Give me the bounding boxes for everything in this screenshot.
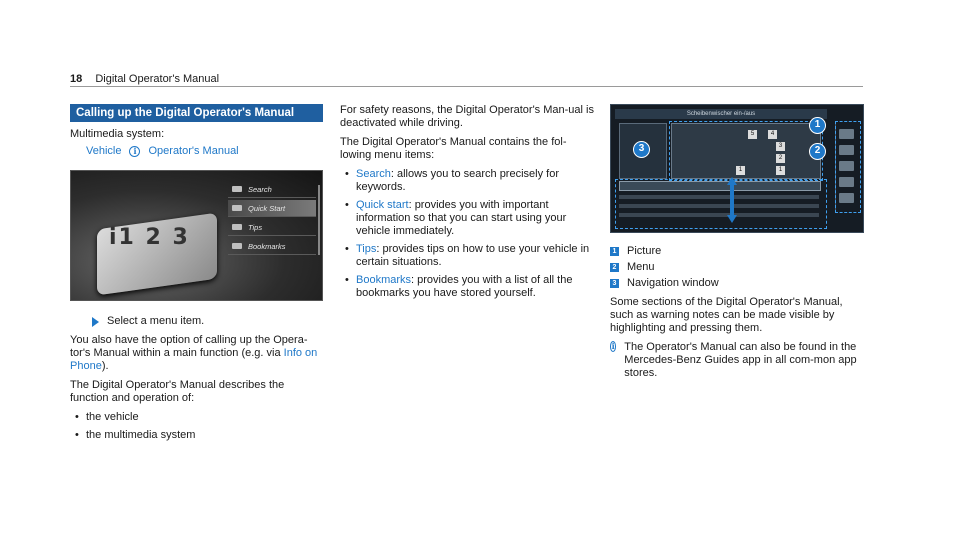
menu-item-search[interactable] (228, 181, 316, 198)
search-link[interactable]: Search (356, 168, 391, 180)
path-vehicle-link[interactable]: Vehicle (86, 145, 122, 157)
picture-label: 1 (776, 166, 785, 175)
quick-start-link[interactable]: Quick start (356, 199, 409, 211)
menu-item-quick-start[interactable] (228, 200, 316, 217)
picture-frame (669, 121, 823, 181)
info-on-phone-link[interactable]: Info on Phone (70, 347, 318, 372)
list-item (340, 168, 595, 194)
menu-item-label: Quick Start (248, 203, 286, 213)
step-text: Select a menu item. (107, 315, 205, 327)
bookmark-icon (232, 243, 242, 249)
list-item: • the multimedia system (70, 429, 323, 442)
legend-label: Navigation window (627, 277, 719, 289)
menu-items-list (340, 168, 595, 300)
callout-3: 3 (633, 141, 650, 158)
callout-2: 2 (809, 143, 826, 160)
item-desc: : provides you with important information so that you can start using your vehicle immediately. (356, 199, 567, 237)
car-icon (232, 205, 242, 211)
list-item: • the vehicle (70, 411, 323, 424)
list-item (340, 199, 595, 238)
legend-label: Menu (627, 261, 655, 273)
legend-number: 2 (610, 263, 619, 272)
picture-label: 5 (748, 130, 757, 139)
info-note (610, 341, 864, 380)
paragraph-describes: The Digital Operator's Manual describes the function and operation of: (70, 379, 285, 404)
list-item (340, 274, 595, 300)
legend-row (610, 277, 864, 290)
manual-menu (228, 181, 316, 257)
callout-legend (610, 245, 864, 290)
screenshot-manual-page (610, 104, 864, 233)
menu-frame (835, 121, 861, 213)
paragraph-text: You also have the option of calling up the Opera-tor's Manual within a main function (e.g. via (70, 334, 308, 359)
navigation-window-frame (615, 179, 827, 229)
menu-item-label: Bookmarks (248, 241, 286, 251)
path-manual-link[interactable]: Operator's Manual (148, 145, 239, 157)
system-label: Multimedia system: (70, 128, 165, 140)
paragraph-safety: For safety reasons, the Digital Operator's Man-ual is deactivated while driving. (340, 104, 594, 129)
menu-item-label: Tips (248, 222, 263, 232)
describes-list (70, 411, 323, 442)
bookmarks-link[interactable]: Bookmarks (356, 274, 412, 286)
search-icon (232, 186, 242, 192)
tips-link[interactable]: Tips (356, 243, 377, 255)
instruction-step (70, 315, 323, 328)
screen-page-title: Scheibenwischer ein-/aus (615, 109, 827, 119)
page-header-title: Digital Operator's Manual (95, 73, 220, 85)
menu-item-tips[interactable] (228, 219, 316, 236)
picture-label: 1 (736, 166, 745, 175)
legend-row (610, 261, 864, 274)
item-desc: : provides tips on how to use your vehicle in certain situations. (356, 243, 590, 268)
column-right (610, 104, 864, 380)
tips-icon (232, 224, 242, 230)
section-title: Calling up the Digital Operator's Manual (70, 104, 323, 122)
paragraph-sections: Some sections of the Digital Operator's Manual, such as warning notes can be made visible by highlighting and pressing them. (610, 296, 843, 334)
info-icon: i (611, 341, 615, 351)
column-middle (340, 104, 595, 300)
picture-label: 4 (768, 130, 777, 139)
list-item (340, 243, 595, 269)
info-icon: i (129, 146, 140, 157)
column-left (70, 104, 323, 442)
paragraph-contains: The Digital Operator's Manual contains the fol-lowing menu items: (340, 136, 567, 161)
legend-number: 3 (610, 279, 619, 288)
legend-label: Picture (627, 245, 662, 257)
menu-item-label: Search (248, 184, 272, 194)
note-text: The Operator's Manual can also be found in the Mercedes-Benz Guides app in all com-mon app stores. (624, 341, 857, 379)
item-desc: : provides you with a list of all the bookmarks you have stored yourself. (356, 274, 573, 299)
legend-row (610, 245, 864, 258)
paragraph-main-function (70, 334, 323, 373)
legend-number: 1 (610, 247, 619, 256)
item-desc: : allows you to search precisely for keywords. (356, 168, 559, 193)
page-header (70, 73, 219, 86)
menu-path (70, 145, 323, 158)
tablet-label: i1 2 3 (109, 225, 190, 250)
menu-item-bookmarks[interactable] (228, 238, 316, 255)
menu-scrollbar[interactable] (318, 185, 320, 255)
callout-1: 1 (809, 117, 826, 134)
picture-label: 3 (776, 142, 785, 151)
scroll-arrow-icon (727, 177, 737, 223)
screenshot-main-menu (70, 170, 323, 301)
picture-label: 2 (776, 154, 785, 163)
page-number: 18 (70, 73, 83, 85)
play-arrow-icon (92, 317, 99, 327)
paragraph-text: ). (101, 360, 109, 372)
header-divider (70, 86, 863, 87)
